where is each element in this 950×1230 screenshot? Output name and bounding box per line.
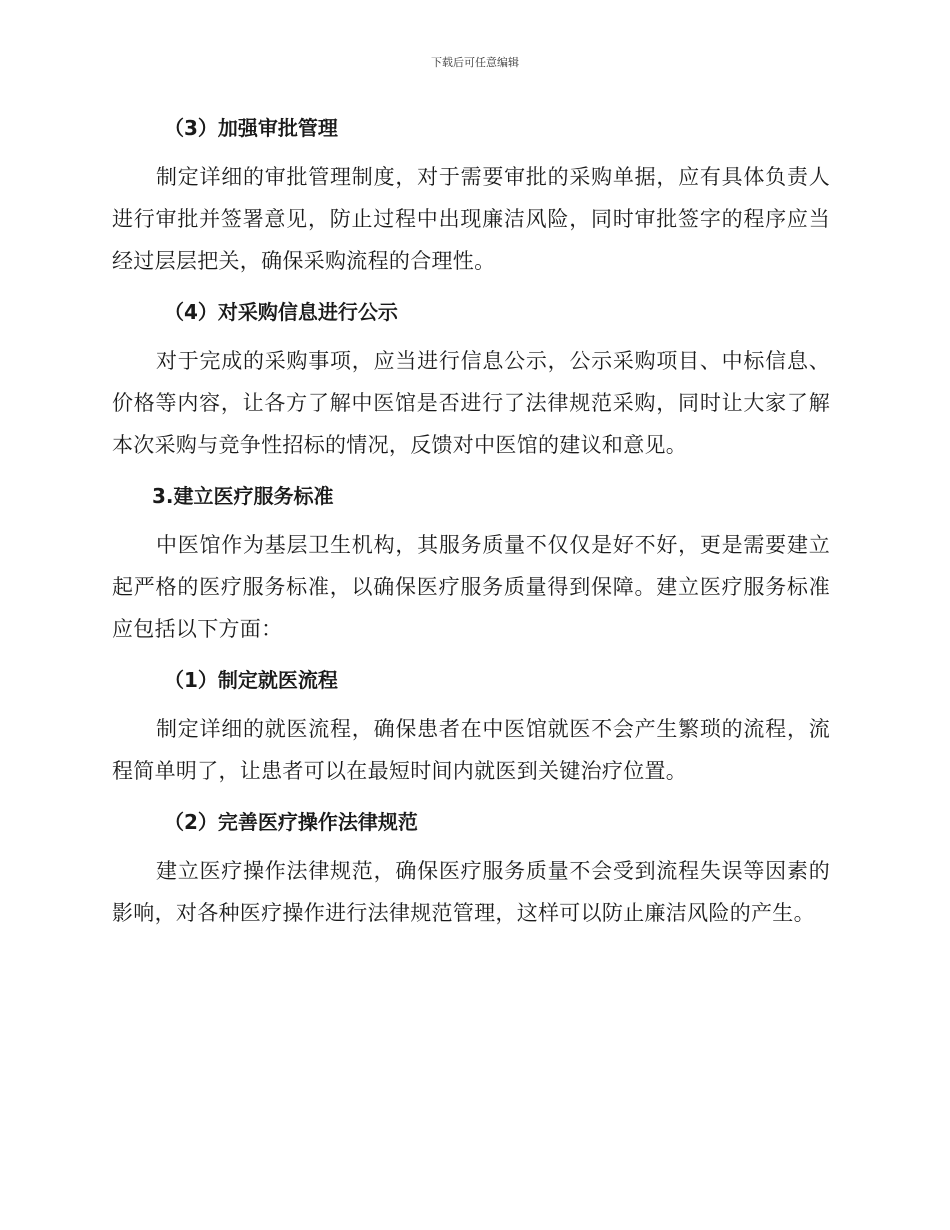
paragraph-publicity: 对于完成的采购事项，应当进行信息公示，公示采购项目、中标信息、价格等内容，让各方了解中医馆是否进行了法律规范采购，同时让大家了解本次采购与竞争性招标的情况，反馈对中医馆的建议和意见。	[112, 349, 830, 457]
paragraph-legal: 建立医疗操作法律规范，确保医疗服务质量不会受到流程失误等因素的影响，对各种医疗操作进行法律规范管理，这样可以防止廉洁风险的产生。	[112, 859, 830, 925]
paragraph-approval: 制定详细的审批管理制度，对于需要审批的采购单据，应有具体负责人进行审批并签署意见，防止过程中出现廉洁风险，同时审批签字的程序应当经过层层把关，确保采购流程的合理性。	[112, 165, 830, 273]
section-heading-process: （1）制定就医流程	[164, 668, 338, 692]
paragraph-standards: 中医馆作为基层卫生机构，其服务质量不仅仅是好不好，更是需要建立起严格的医疗服务标准，以确保医疗服务质量得到保障。建立医疗服务标准应包括以下方面：	[112, 533, 830, 641]
section-heading-publicity: （4）对采购信息进行公示	[164, 300, 398, 324]
section-heading-legal: （2）完善医疗操作法律规范	[164, 810, 418, 834]
section-heading-standards: 3.建立医疗服务标准	[152, 484, 334, 508]
paragraph-process: 制定详细的就医流程，确保患者在中医馆就医不会产生繁琐的流程，流程简单明了，让患者可以在最短时间内就医到关键治疗位置。	[112, 717, 830, 783]
page-header: 下载后可任意编辑	[431, 56, 519, 69]
section-heading-approval: （3）加强审批管理	[164, 116, 338, 140]
document-body	[112, 108, 830, 944]
